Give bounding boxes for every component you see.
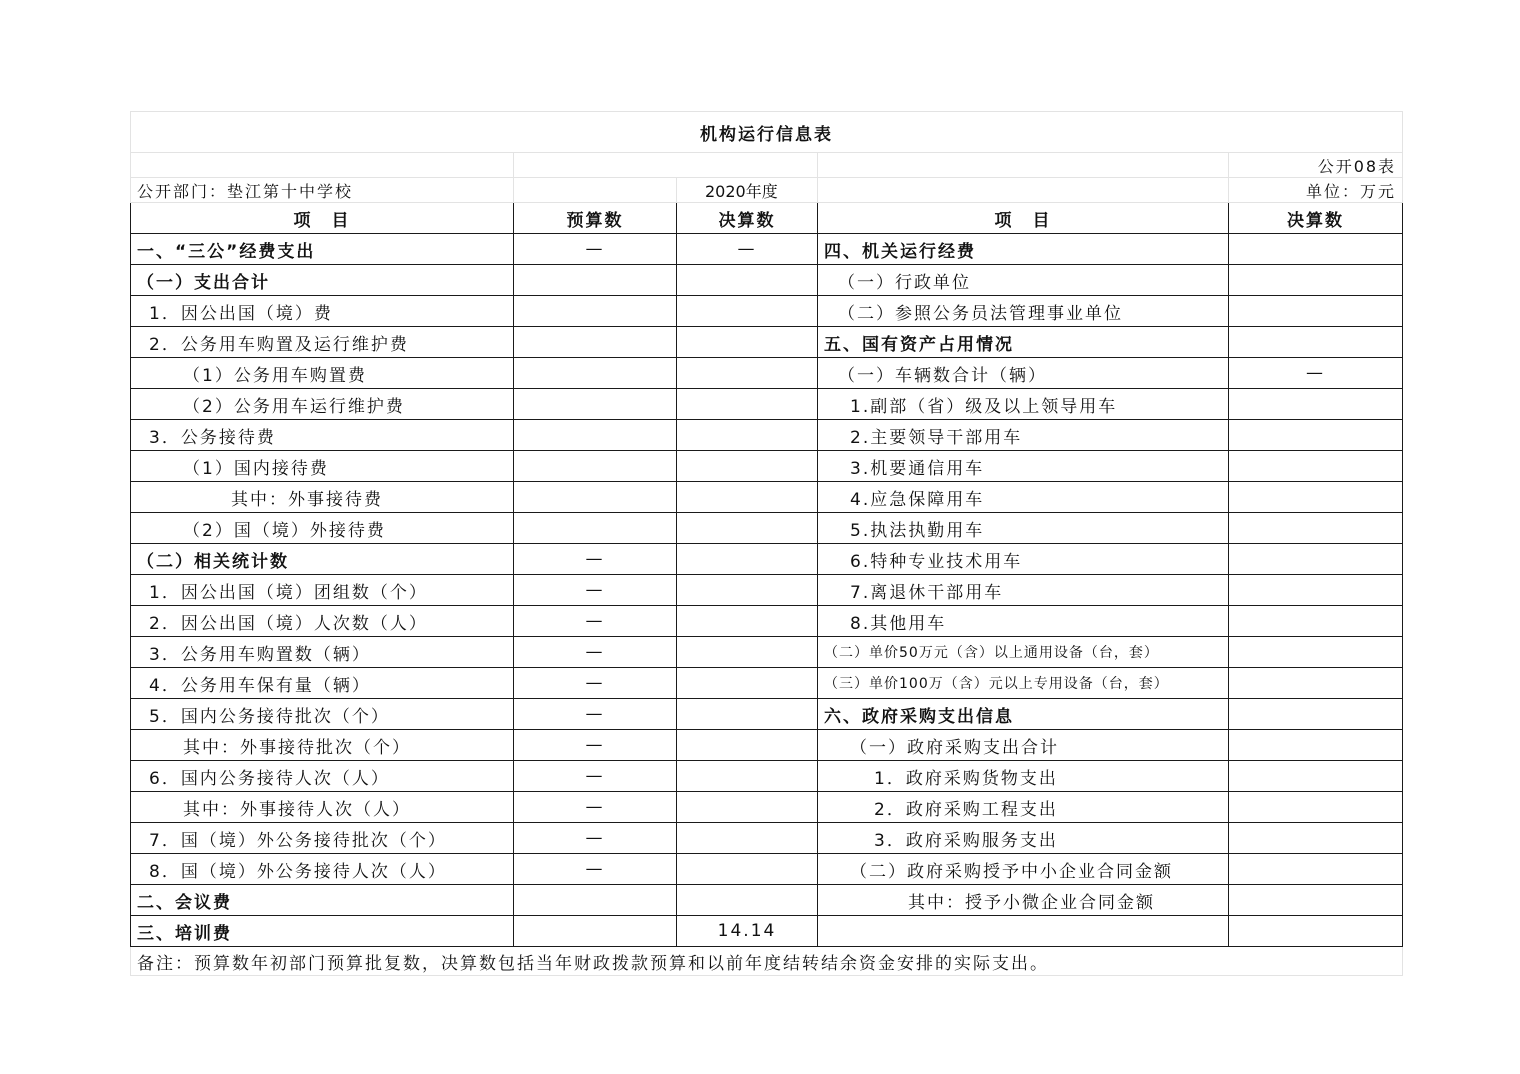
unit-label: 单位：万元: [1229, 178, 1403, 203]
table-row: [131, 482, 1403, 513]
table-row: [131, 358, 1403, 389]
row-label-right: 5.执法执勤用车: [818, 513, 1229, 544]
header-final-right: 决算数: [1229, 203, 1403, 234]
row-label: 3．公务用车购置数（辆）: [131, 637, 514, 668]
row-label: （2）公务用车运行维护费: [131, 389, 514, 420]
final-cell: [677, 637, 818, 668]
row-label: 8．国（境）外公务接待人次（人）: [131, 854, 514, 885]
row-label-right: 3.机要通信用车: [818, 451, 1229, 482]
table-row: [131, 544, 1403, 575]
final-cell: [677, 296, 818, 327]
table-number-row: [131, 153, 1403, 178]
row-label: 其中：外事接待人次（人）: [131, 792, 514, 823]
row-label-right: 1.副部（省）级及以上领导用车: [818, 389, 1229, 420]
row-label: 其中：外事接待费: [131, 482, 514, 513]
table-row: [131, 699, 1403, 730]
budget-cell: [514, 885, 677, 916]
budget-cell: —: [514, 730, 677, 761]
final-cell: [677, 699, 818, 730]
final-cell: [677, 606, 818, 637]
final-cell-right: [1229, 885, 1403, 916]
fiscal-year: 2020年度: [677, 178, 818, 203]
row-label-right: （二）单价50万元（含）以上通用设备（台，套）: [818, 637, 1229, 668]
final-cell-right: [1229, 296, 1403, 327]
final-cell-right: [1229, 544, 1403, 575]
row-label-right: [818, 916, 1229, 947]
budget-cell: —: [514, 575, 677, 606]
table-row: [131, 389, 1403, 420]
table-row: [131, 575, 1403, 606]
final-cell: [677, 730, 818, 761]
table-row: [131, 761, 1403, 792]
table-row: [131, 451, 1403, 482]
final-cell-right: [1229, 513, 1403, 544]
final-cell-right: [1229, 389, 1403, 420]
final-cell-right: [1229, 730, 1403, 761]
table-row: [131, 234, 1403, 265]
final-cell: —: [677, 234, 818, 265]
final-cell: [677, 885, 818, 916]
final-cell: [677, 761, 818, 792]
row-label-right: 2.主要领导干部用车: [818, 420, 1229, 451]
header-budget: 预算数: [514, 203, 677, 234]
row-label-right: 3．政府采购服务支出: [818, 823, 1229, 854]
row-label: （2）国（境）外接待费: [131, 513, 514, 544]
row-label: 1．因公出国（境）费: [131, 296, 514, 327]
table-row: [131, 420, 1403, 451]
table-row: [131, 327, 1403, 358]
budget-cell: —: [514, 606, 677, 637]
row-label-right: （二）政府采购授予中小企业合同金额: [818, 854, 1229, 885]
budget-cell: —: [514, 637, 677, 668]
final-cell: [677, 420, 818, 451]
footnote: 备注：预算数年初部门预算批复数，决算数包括当年财政拨款预算和以前年度结转结余资金安排的实际支出。: [131, 947, 1403, 976]
row-label-right: 4.应急保障用车: [818, 482, 1229, 513]
page-title: 机构运行信息表: [131, 112, 1403, 153]
final-cell-right: [1229, 823, 1403, 854]
table-row: [131, 885, 1403, 916]
final-cell: [677, 451, 818, 482]
final-cell: [677, 575, 818, 606]
budget-cell: [514, 451, 677, 482]
budget-cell: [514, 482, 677, 513]
row-label-right: 1．政府采购货物支出: [818, 761, 1229, 792]
row-label-right: （一）车辆数合计（辆）: [818, 358, 1229, 389]
final-cell-right: [1229, 668, 1403, 699]
row-label-right: 五、国有资产占用情况: [818, 327, 1229, 358]
budget-cell: —: [514, 792, 677, 823]
table-row: [131, 513, 1403, 544]
row-label: 7．国（境）外公务接待批次（个）: [131, 823, 514, 854]
row-label: （一）支出合计: [131, 265, 514, 296]
header-item: 项 目: [131, 203, 514, 234]
final-cell: [677, 513, 818, 544]
row-label: （1）国内接待费: [131, 451, 514, 482]
meta-row: [131, 178, 1403, 203]
row-label-right: （一）行政单位: [818, 265, 1229, 296]
row-label: （二）相关统计数: [131, 544, 514, 575]
budget-cell: [514, 358, 677, 389]
budget-cell: —: [514, 823, 677, 854]
final-cell: [677, 823, 818, 854]
row-label: （1）公务用车购置费: [131, 358, 514, 389]
table-row: [131, 668, 1403, 699]
row-label: 2．因公出国（境）人次数（人）: [131, 606, 514, 637]
header-item-right: 项 目: [818, 203, 1229, 234]
budget-cell: —: [514, 761, 677, 792]
budget-cell: [514, 513, 677, 544]
row-label-right: （三）单价100万（含）元以上专用设备（台，套）: [818, 668, 1229, 699]
header-final: 决算数: [677, 203, 818, 234]
final-cell-right: [1229, 916, 1403, 947]
table-row: [131, 606, 1403, 637]
budget-cell: [514, 327, 677, 358]
row-label: 其中：外事接待批次（个）: [131, 730, 514, 761]
table-row: [131, 854, 1403, 885]
final-cell: 14.14: [677, 916, 818, 947]
budget-cell: [514, 296, 677, 327]
final-cell-right: [1229, 451, 1403, 482]
row-label: 二、会议费: [131, 885, 514, 916]
row-label-right: （一）政府采购支出合计: [818, 730, 1229, 761]
final-cell: [677, 854, 818, 885]
table-row: [131, 265, 1403, 296]
row-label-right: 7.离退休干部用车: [818, 575, 1229, 606]
table-row: [131, 916, 1403, 947]
header-row: [131, 203, 1403, 234]
table-row: [131, 296, 1403, 327]
row-label: 4．公务用车保有量（辆）: [131, 668, 514, 699]
final-cell-right: [1229, 575, 1403, 606]
budget-cell: —: [514, 854, 677, 885]
budget-cell: [514, 916, 677, 947]
note-row: [131, 947, 1403, 976]
final-cell-right: [1229, 606, 1403, 637]
info-table: [130, 111, 1403, 976]
final-cell-right: [1229, 792, 1403, 823]
row-label: 1．因公出国（境）团组数（个）: [131, 575, 514, 606]
table-row: [131, 792, 1403, 823]
final-cell-right: [1229, 854, 1403, 885]
table-row: [131, 637, 1403, 668]
final-cell-right: [1229, 234, 1403, 265]
final-cell-right: [1229, 699, 1403, 730]
final-cell-right: [1229, 327, 1403, 358]
final-cell-right: [1229, 420, 1403, 451]
table-row: [131, 730, 1403, 761]
final-cell: [677, 389, 818, 420]
table-row: [131, 823, 1403, 854]
final-cell-right: —: [1229, 358, 1403, 389]
budget-cell: [514, 420, 677, 451]
final-cell: [677, 482, 818, 513]
budget-cell: —: [514, 699, 677, 730]
row-label: 2．公务用车购置及运行维护费: [131, 327, 514, 358]
row-label-right: 6.特种专业技术用车: [818, 544, 1229, 575]
final-cell: [677, 327, 818, 358]
budget-cell: —: [514, 668, 677, 699]
final-cell: [677, 668, 818, 699]
budget-cell: —: [514, 544, 677, 575]
row-label: 6．国内公务接待人次（人）: [131, 761, 514, 792]
final-cell-right: [1229, 761, 1403, 792]
final-cell-right: [1229, 482, 1403, 513]
table-number: 公开08表: [1229, 153, 1403, 178]
budget-cell: [514, 389, 677, 420]
row-label: 一、“三公”经费支出: [131, 234, 514, 265]
department-label: 公开部门：垫江第十中学校: [131, 178, 514, 203]
final-cell-right: [1229, 265, 1403, 296]
final-cell: [677, 792, 818, 823]
row-label: 三、培训费: [131, 916, 514, 947]
row-label-right: 四、机关运行经费: [818, 234, 1229, 265]
final-cell: [677, 544, 818, 575]
row-label-right: 其中：授予小微企业合同金额: [818, 885, 1229, 916]
row-label-right: 8.其他用车: [818, 606, 1229, 637]
final-cell: [677, 265, 818, 296]
final-cell-right: [1229, 637, 1403, 668]
row-label-right: （二）参照公务员法管理事业单位: [818, 296, 1229, 327]
budget-cell: [514, 265, 677, 296]
final-cell: [677, 358, 818, 389]
row-label: 5．国内公务接待批次（个）: [131, 699, 514, 730]
budget-cell: —: [514, 234, 677, 265]
row-label-right: 六、政府采购支出信息: [818, 699, 1229, 730]
row-label-right: 2．政府采购工程支出: [818, 792, 1229, 823]
title-row: [131, 112, 1403, 153]
row-label: 3．公务接待费: [131, 420, 514, 451]
